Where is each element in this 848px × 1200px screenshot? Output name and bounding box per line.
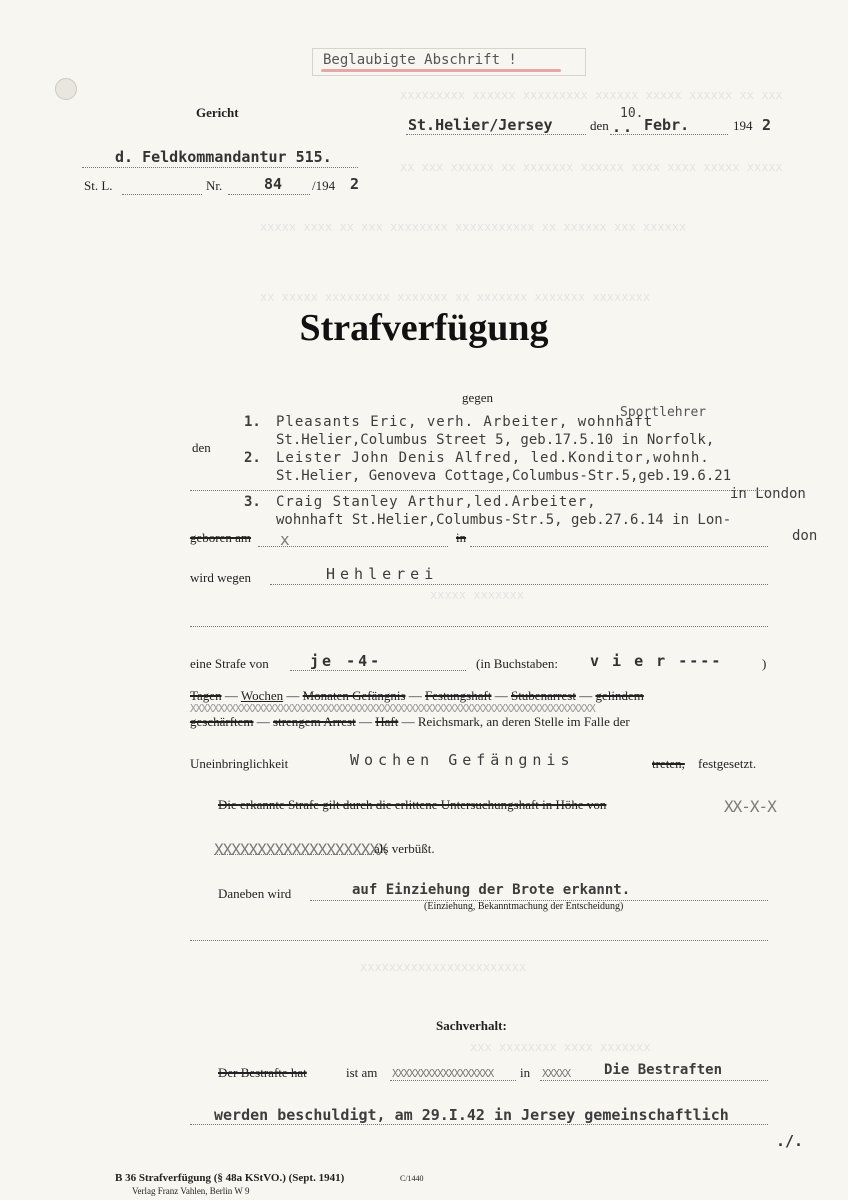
- buchstaben-value: v i e r ----: [590, 652, 723, 670]
- option-festungshaft: Festungshaft: [425, 688, 492, 703]
- date-den-label: den: [590, 118, 609, 133]
- nr-line: [228, 194, 310, 195]
- footer-form: B 36 Strafverfügung (§ 48a KStVO.) (Sept. 1941): [115, 1172, 345, 1184]
- verbuesst-line: [214, 854, 374, 855]
- option-wochen: Wochen: [240, 688, 284, 703]
- bestrafte-value: Die Bestraften: [604, 1062, 723, 1078]
- accused-2-number: 2.: [244, 450, 261, 466]
- birth-place-line: [470, 546, 768, 547]
- place-line: [406, 134, 586, 135]
- buchstaben-close: ): [762, 656, 767, 671]
- strafe-line: [290, 670, 466, 671]
- year-prefix: 194: [733, 118, 753, 133]
- nr-value: 84: [264, 175, 283, 193]
- option-strengem: strengem Arrest: [273, 714, 356, 729]
- nr-year-prefix: /194: [312, 178, 336, 193]
- accused-line: [190, 490, 768, 491]
- continue-mark: ./.: [776, 1132, 804, 1150]
- bleed-through: xxxxx xxxxxxx: [430, 588, 524, 602]
- stl-line: [122, 194, 202, 195]
- strafe-value: je -4-: [310, 652, 383, 670]
- x-overstrike: XXXXX: [542, 1067, 571, 1080]
- ist-am-label: ist am: [346, 1065, 378, 1080]
- gegen-label: gegen: [462, 390, 494, 405]
- nr-year-digit: 2: [350, 175, 360, 193]
- day-value: 10.: [620, 106, 644, 121]
- x-overstrike: XX-X-X: [724, 797, 776, 816]
- court-line: [82, 167, 358, 168]
- bleed-through: xx xxx xxxxxx xx xxxxxxx xxxxxx xxxx xxxx xxxxx xxxxx: [400, 160, 783, 174]
- punch-hole: [55, 78, 77, 100]
- court-value: d. Feldkommandantur 515.: [115, 148, 332, 166]
- date-line-2: [390, 1080, 516, 1081]
- option-gelindem: gelindem: [595, 688, 644, 703]
- wird-wegen-label: wird wegen: [190, 570, 252, 585]
- x-overstrike: XXXXXXXXXXXXXXXXXX: [392, 1067, 494, 1080]
- options-line-1: Tagen — Wochen — Monaten Gefängnis — Festungshaft — Stubenarrest — gelindem: [190, 688, 644, 703]
- accused-2-line2: St.Helier, Genoveva Cottage,Columbus-Str.5,geb.19.6.21: [276, 468, 732, 484]
- option-stubenarrest: Stubenarrest: [510, 688, 576, 703]
- birth-date-line: [258, 546, 448, 547]
- den-label: den: [192, 440, 211, 455]
- option-geschaerftem: geschärftem: [190, 714, 254, 729]
- day-dots: ..: [612, 118, 635, 136]
- buchstaben-label: (in Buchstaben:: [476, 656, 558, 671]
- accused-3-line3: don: [792, 528, 818, 544]
- verbuesst-intro: Die erkannte Strafe gilt durch die erlittene Untersuchungshaft in Höhe von: [218, 797, 607, 812]
- stl-label: St. L.: [84, 178, 113, 193]
- geboren-label: geboren am: [190, 530, 252, 545]
- options-line-2: geschärftem — strengem Arrest — Haft — Reichsmark, an deren Stelle im Falle der: [190, 714, 630, 729]
- daneben-line-2: [190, 940, 768, 941]
- bestrafte-label: Der Bestrafte hat: [218, 1065, 307, 1080]
- bleed-through: xx xxxxx xxxxxxxxx xxxxxxx xx xxxxxxx xxxxxxx xxxxxxxx: [260, 290, 651, 304]
- verbuesst-label: als verbüßt.: [374, 841, 435, 856]
- month-value: Febr.: [644, 116, 690, 134]
- in-label-2: in: [520, 1065, 531, 1080]
- option-reichsmark: Reichsmark, an deren Stelle im Falle der: [417, 714, 630, 729]
- accused-1-line2: St.Helier,Columbus Street 5, geb.17.5.10 in Norfolk,: [276, 432, 715, 448]
- certified-copy-stamp: [312, 48, 586, 76]
- place-value: St.Helier/Jersey: [408, 116, 553, 134]
- accused-3-number: 3.: [244, 494, 261, 510]
- year-digit: 2: [762, 116, 772, 134]
- stamp-text: Beglaubigte Abschrift !: [323, 52, 517, 68]
- uneinbringlichkeit-value: Wochen Gefängnis: [350, 751, 575, 769]
- offense-line-1: [270, 584, 768, 585]
- bleed-through: xxxxxxxxx xxxxxx xxxxxxxxx xxxxxx xxxxx xxxxxx xx xxx: [400, 88, 783, 102]
- date-line: [610, 134, 728, 135]
- accused-1-number: 1.: [244, 414, 261, 430]
- place-line-2: [540, 1080, 768, 1081]
- court-label: Gericht: [196, 105, 239, 120]
- accused-3-line2: wohnhaft St.Helier,Columbus-Str.5, geb.27.6.14 in Lon-: [276, 512, 732, 528]
- festgesetzt-label: festgesetzt.: [698, 756, 757, 771]
- x-overstrike-row: XXXXXXXXXXXXXXXXXXXXXXXXXXXXXXXXXXXXXXXXXXXXXXXXXXXXXXXXXXXXXXXXXXXXXXXX: [190, 702, 595, 715]
- red-underline: [321, 69, 561, 72]
- bleed-through: xxxxx xxxx xx xxx xxxxxxxx xxxxxxxxxxx xx xxxxxx xxx xxxxxx: [260, 220, 687, 234]
- bleed-through: xxx xxxxxxxx xxxx xxxxxxx: [470, 1040, 651, 1054]
- accused-1-line1: Pleasants Eric, verh. Arbeiter, wohnhaft: [276, 414, 654, 430]
- einziehung-note: (Einziehung, Bekanntmachung der Entscheidung): [424, 901, 624, 912]
- last-line-rule: [190, 1124, 768, 1125]
- uneinbringlichkeit-label: Uneinbringlichkeit: [190, 756, 289, 771]
- document-title: Strafverfügung: [299, 307, 549, 349]
- accused-3-line1: Craig Stanley Arthur,led.Arbeiter,: [276, 494, 597, 510]
- daneben-value: auf Einziehung der Brote erkannt.: [352, 882, 631, 898]
- option-tagen: Tagen: [190, 688, 222, 703]
- last-line: werden beschuldigt, am 29.I.42 in Jersey gemeinschaftlich: [214, 1106, 729, 1124]
- accused-1-insert: Sportlehrer: [620, 405, 707, 420]
- treten-label: treten,: [652, 756, 685, 771]
- strikeout-x: x: [280, 530, 289, 549]
- offense-line-2: [190, 626, 768, 627]
- x-overstrike: XXXXXXXXXXXXXXXXXXXX: [214, 840, 387, 859]
- nr-label: Nr.: [206, 178, 223, 193]
- daneben-label: Daneben wird: [218, 886, 292, 901]
- footer-code: C/1440: [400, 1174, 424, 1183]
- in-label: in: [456, 530, 467, 545]
- bleed-through: xxxxxxxxxxxxxxxxxxxxxxx: [360, 960, 527, 974]
- sachverhalt-label: Sachverhalt:: [436, 1018, 507, 1033]
- option-haft: Haft: [375, 714, 399, 729]
- footer-publisher: Verlag Franz Vahlen, Berlin W 9: [132, 1186, 250, 1196]
- offense-value: Hehlerei: [326, 565, 439, 583]
- accused-2-line3: in London: [730, 486, 806, 502]
- accused-2-line1: Leister John Denis Alfred, led.Konditor,wohnh.: [276, 450, 710, 466]
- option-monaten: Monaten Gefängnis: [302, 688, 406, 703]
- strafe-label: eine Strafe von: [190, 656, 269, 671]
